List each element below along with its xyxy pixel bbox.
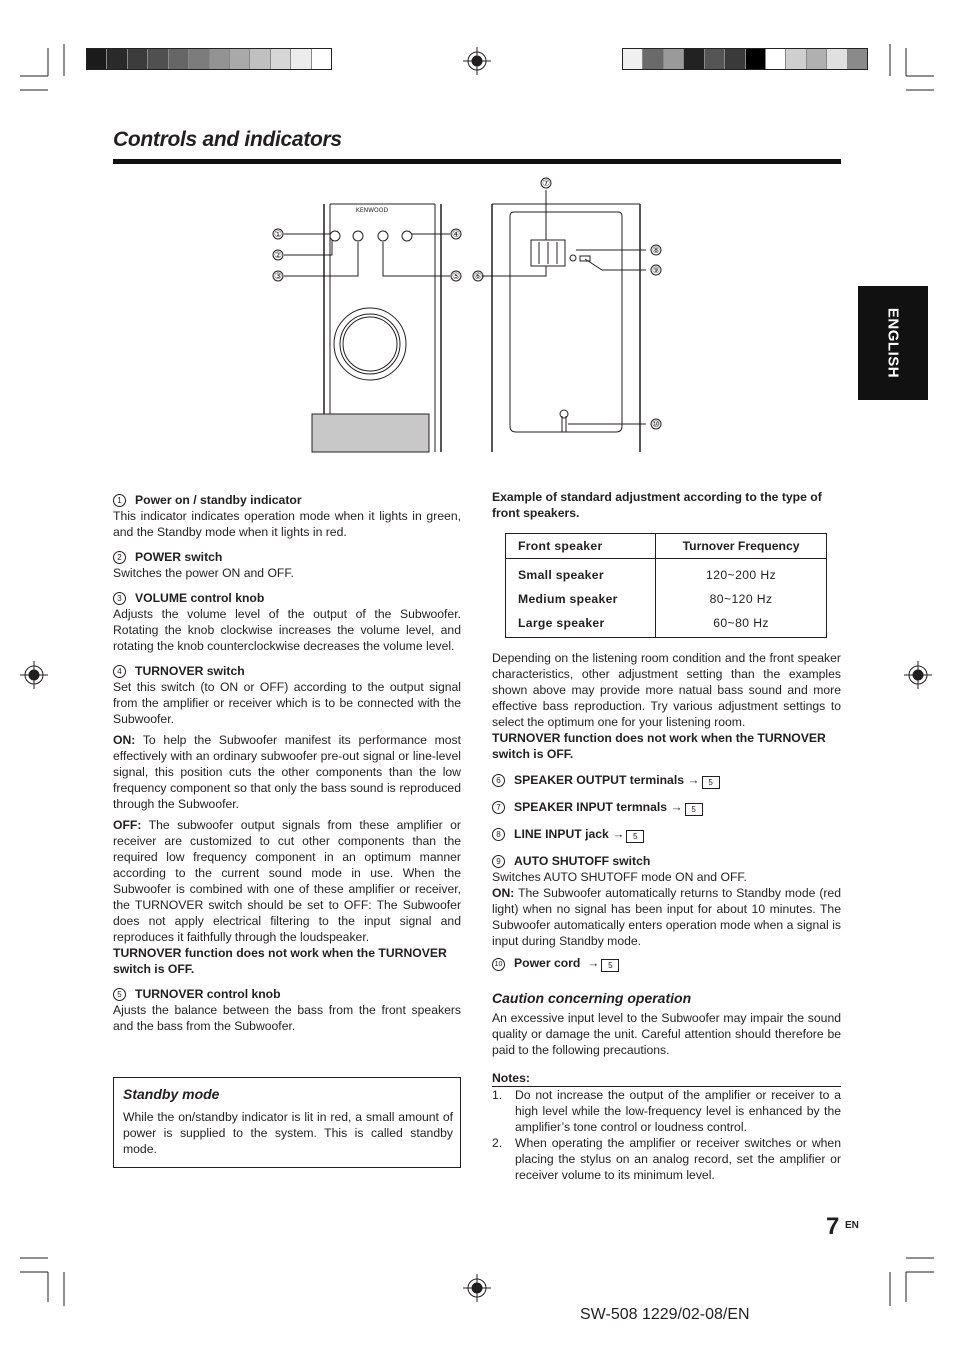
on-label: ON: xyxy=(113,733,136,747)
table-cell: 60~80 Hz xyxy=(713,616,769,630)
table-cell: Small speaker xyxy=(506,559,656,588)
callout-number: 8 xyxy=(492,828,505,841)
language-tab xyxy=(858,286,928,400)
svg-text:④: ④ xyxy=(451,230,461,240)
off-description xyxy=(113,817,461,945)
page-title: Controls and indicators xyxy=(113,128,342,151)
off-text: The subwoofer output signals from these amplifier or receiver are customized to cut other components than the required low frequency component in an optimum manner according to the current sound mode in use. When the Subwoofer is combined with one of these amplifier or receiver, the TURNOVER switch should be set to OFF: The Subwoofer does not apply electrical filtering to the input signal and reproduces it faithfully through the loudspeaker. xyxy=(113,818,461,944)
callout-number: 6 xyxy=(492,774,505,787)
notes-label: Notes: xyxy=(492,1070,841,1087)
note-number: 1. xyxy=(492,1088,503,1102)
on-text: To help the Subwoofer manifest its performance most effectively with an ordinary subwoofer pre-out signal or line-level signal, this position cuts the other components than the low frequency component so that only the bass sound is reproduced through the Subwoofer. xyxy=(113,733,461,811)
callout-number: 3 xyxy=(113,592,126,605)
item-title: LINE INPUT jack xyxy=(514,827,609,841)
rear-panel-drawing xyxy=(492,204,640,452)
note-number: 2. xyxy=(492,1136,503,1150)
note-item xyxy=(492,1087,841,1135)
callout-number: 9 xyxy=(492,855,505,868)
item-volume-knob xyxy=(113,590,461,654)
title-rule xyxy=(113,159,841,164)
table-cell: 120~200 Hz xyxy=(706,568,777,582)
item-turnover-knob xyxy=(113,986,461,1034)
on-description-right xyxy=(492,885,841,949)
svg-text:③: ③ xyxy=(273,272,283,282)
callout-number: 10 xyxy=(492,958,505,971)
caution-title: Caution concerning operation xyxy=(492,990,692,1006)
item-title: SPEAKER INPUT termnals xyxy=(514,800,668,814)
turnover-note: TURNOVER function does not work when the TURNOVER switch is OFF. xyxy=(113,946,447,976)
item-speaker-input: 7 SPEAKER INPUT termnals → 5 xyxy=(492,799,841,816)
on-description xyxy=(113,732,461,812)
on-text: The Subwoofer automatically returns to Standby mode (red light) when no signal has been input for about 10 minutes. The Subwoofer automatically enters operation mode when a signal is input during Standby mode. xyxy=(492,886,841,948)
svg-text:⑧: ⑧ xyxy=(651,246,661,256)
document-code: SW-508 1229/02-08/EN xyxy=(580,1306,750,1323)
item-title: AUTO SHUTOFF switch xyxy=(514,854,651,868)
callout-number: 1 xyxy=(113,494,126,507)
on-label: ON: xyxy=(492,886,515,900)
page-number: 7 xyxy=(826,1213,840,1240)
page-ref-icon: 5 xyxy=(702,776,720,789)
adjustment-paragraph: Depending on the listening room condition and the front speaker characteristics, other adjustment setting than the examples shown above may provide more natual bass sound and more effective bass reproduction. Try various adjustment settings to select the optimum one for your listening room. xyxy=(492,651,841,729)
svg-text:⑩: ⑩ xyxy=(651,420,661,430)
item-body: Ajusts the balance between the bass from the front speakers and the bass from the Subwoofer. xyxy=(113,1003,461,1033)
product-diagram xyxy=(260,170,680,455)
note-text: Do not increase the output of the amplifier or receiver to a high level while the low-frequency level is enhanced by the amplifier’s tone control or loudness control. xyxy=(515,1088,841,1134)
note-item xyxy=(492,1135,841,1183)
item-body: Adjusts the volume level of the output of the Subwoofer. Rotating the knob clockwise increases the volume level, and rotating the knob counterclockwise decreases the volume level. xyxy=(113,607,461,653)
item-body: Switches the power ON and OFF. xyxy=(113,566,294,580)
table-cell: Large speaker xyxy=(506,611,656,637)
table-header: Front speaker xyxy=(506,534,656,559)
off-label: OFF: xyxy=(113,818,142,832)
item-title: TURNOVER control knob xyxy=(135,987,281,1001)
standby-body: While the on/standby indicator is lit in red, a small amount of power is supplied to the system. This is called standby mode. xyxy=(123,1110,453,1156)
table-row xyxy=(506,611,826,637)
item-body: This indicator indicates operation mode when it lights in green, and the Standby mode when it lights in red. xyxy=(113,509,461,539)
page-language: EN xyxy=(845,1220,859,1231)
item-speaker-output: 6 SPEAKER OUTPUT terminals → 5 xyxy=(492,772,841,789)
svg-text:①: ① xyxy=(273,230,283,240)
rear-callouts xyxy=(473,178,661,430)
item-title: Power cord xyxy=(514,956,581,970)
item-power-indicator xyxy=(113,492,461,540)
callout-number: 2 xyxy=(113,551,126,564)
item-power-switch xyxy=(113,549,461,581)
svg-text:⑨: ⑨ xyxy=(651,266,661,276)
svg-text:⑤: ⑤ xyxy=(451,272,461,282)
example-heading: Example of standard adjustment according to the type of front speakers. xyxy=(492,490,822,520)
language-tab-label: ENGLISH xyxy=(884,307,902,379)
item-body: Switches AUTO SHUTOFF mode ON and OFF. xyxy=(492,870,747,884)
callout-number: 5 xyxy=(113,988,126,1001)
table-cell: 80~120 Hz xyxy=(709,592,773,606)
svg-text:②: ② xyxy=(273,251,283,261)
front-panel-drawing xyxy=(312,204,441,452)
table-cell: Medium speaker xyxy=(506,587,656,611)
table-header-row xyxy=(506,534,826,559)
item-title: TURNOVER switch xyxy=(135,664,245,678)
standby-mode-box xyxy=(113,1077,461,1168)
turnover-note-right: TURNOVER function does not work when the TURNOVER switch is OFF. xyxy=(492,731,826,761)
svg-text:⑦: ⑦ xyxy=(541,179,551,189)
item-title: SPEAKER OUTPUT terminals xyxy=(514,773,684,787)
note-text: When operating the amplifier or receiver switches or when placing the stylus on an analog record, set the amplifier or receiver volume to its minimum level. xyxy=(515,1136,841,1182)
right-column xyxy=(492,489,841,521)
page-ref-icon: 5 xyxy=(626,830,644,843)
item-title: POWER switch xyxy=(135,550,223,564)
table-row xyxy=(506,587,826,611)
item-auto-shutoff xyxy=(492,853,841,949)
item-turnover-switch xyxy=(113,663,461,727)
callout-number: 7 xyxy=(492,801,505,814)
table-header: Turnover Frequency xyxy=(656,534,826,559)
item-title: Power on / standby indicator xyxy=(135,493,302,507)
item-title: VOLUME control knob xyxy=(135,591,265,605)
caution-body: An excessive input level to the Subwoofer may impair the sound quality or damage the unit. Careful attention should therefore be paid to the following precautions. xyxy=(492,1011,841,1057)
svg-text:⑥: ⑥ xyxy=(473,272,483,282)
page-ref-icon: 5 xyxy=(601,959,619,972)
standby-title: Standby mode xyxy=(123,1086,220,1102)
item-power-cord: 10 Power cord → 5 xyxy=(492,955,841,972)
item-body: Set this switch (to ON or OFF) according to the output signal from the amplifier or receiver which is to be connected with the Subwoofer. xyxy=(113,680,461,726)
turnover-table xyxy=(505,533,827,638)
left-column xyxy=(113,492,461,1034)
brand-label: KENWOOD xyxy=(355,207,389,214)
item-line-input: 8 LINE INPUT jack → 5 xyxy=(492,826,841,843)
table-row xyxy=(506,559,826,588)
page-ref-icon: 5 xyxy=(685,803,703,816)
right-column-body xyxy=(492,650,841,1183)
callout-number: 4 xyxy=(113,665,126,678)
